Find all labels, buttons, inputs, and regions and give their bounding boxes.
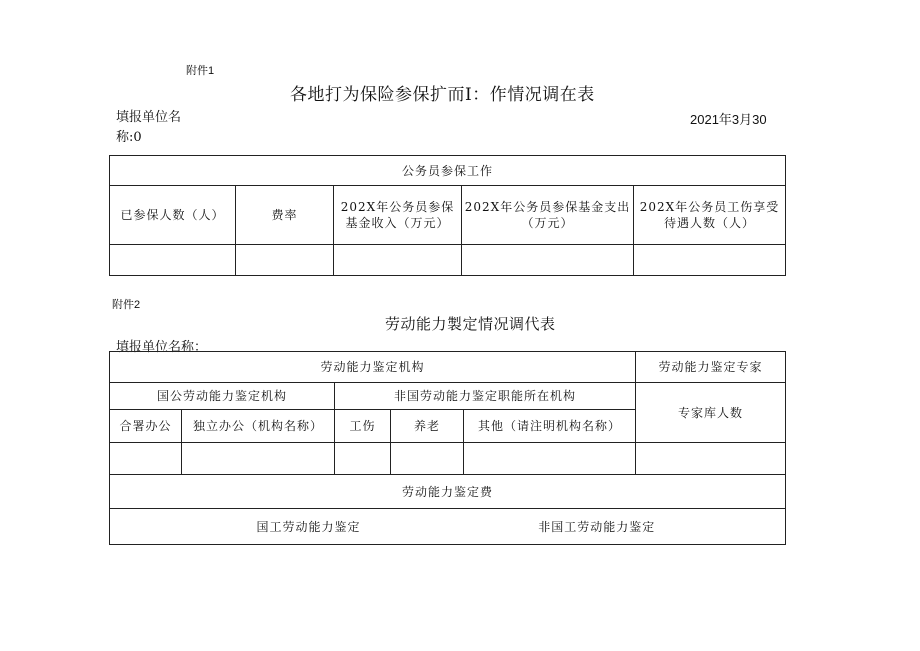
annex2-cell-pension[interactable] <box>391 443 464 475</box>
annex1-unit-label-line1: 填报单位名 <box>116 110 182 125</box>
annex2-table <box>109 351 786 545</box>
annex2-col-pension: 养老 <box>391 410 464 443</box>
annex1-date: 2021年3月30 <box>690 112 767 127</box>
annex2-header-state: 国公劳动能力鉴定机构 <box>110 383 335 410</box>
annex2-fee-nonstate: 非国工劳动能力鉴定 <box>391 509 786 545</box>
annex2-fee-state: 国工劳动能力鉴定 <box>110 509 391 545</box>
annex2-header-expert: 劳动能力鉴定专家 <box>636 352 786 383</box>
annex2-data-row <box>110 443 786 475</box>
annex2-cell-work-injury[interactable] <box>335 443 391 475</box>
annex1-cell-rate[interactable] <box>236 245 334 276</box>
annex1-col-income: 202X年公务员参保基金收入（万元） <box>334 186 462 245</box>
annex2-header-institution: 劳动能力鉴定机构 <box>110 352 636 383</box>
annex2-unit-label: 填报单位名称： <box>116 340 208 355</box>
annex1-cell-expense[interactable] <box>462 245 634 276</box>
annex2-cell-expert-count[interactable] <box>636 443 786 475</box>
annex2-col-other: 其他（请注明机构名称） <box>464 410 636 443</box>
annex1-unit-label-line2: 称:0 <box>116 130 142 145</box>
annex1-data-row <box>110 245 786 276</box>
annex2-label: 附件2 <box>112 299 141 311</box>
annex2-cell-independent-office[interactable] <box>182 443 335 475</box>
annex1-table <box>109 155 786 276</box>
annex1-label: 附件1 <box>186 65 215 77</box>
annex2-cell-other[interactable] <box>464 443 636 475</box>
annex1-cell-insured[interactable] <box>110 245 236 276</box>
annex1-col-rate: 费率 <box>236 186 334 245</box>
annex1-title: 各地打为保险参保扩而I：作情况调在表 <box>290 85 595 105</box>
annex2-col-independent-office: 独立办公（机构名称） <box>182 410 335 443</box>
annex2-col-work-injury: 工伤 <box>335 410 391 443</box>
annex2-header-expert-count: 专家库人数 <box>636 383 786 443</box>
annex2-header-nonstate: 非国劳动能力鉴定职能所在机构 <box>335 383 636 410</box>
annex1-col-expense: 202X年公务员参保基金支出（万元） <box>462 186 634 245</box>
annex1-cell-beneficiaries[interactable] <box>634 245 786 276</box>
annex2-fee-header: 劳动能力鉴定费 <box>110 475 786 509</box>
annex1-cell-income[interactable] <box>334 245 462 276</box>
annex1-col-beneficiaries: 202X年公务员工伤享受待遇人数（人） <box>634 186 786 245</box>
annex1-group-header: 公务员参保工作 <box>110 156 786 186</box>
annex2-col-joint-office: 合署办公 <box>110 410 182 443</box>
annex2-title: 劳动能力製定情况调代表 <box>385 315 556 333</box>
annex1-col-insured: 已参保人数（人） <box>110 186 236 245</box>
annex2-cell-joint-office[interactable] <box>110 443 182 475</box>
